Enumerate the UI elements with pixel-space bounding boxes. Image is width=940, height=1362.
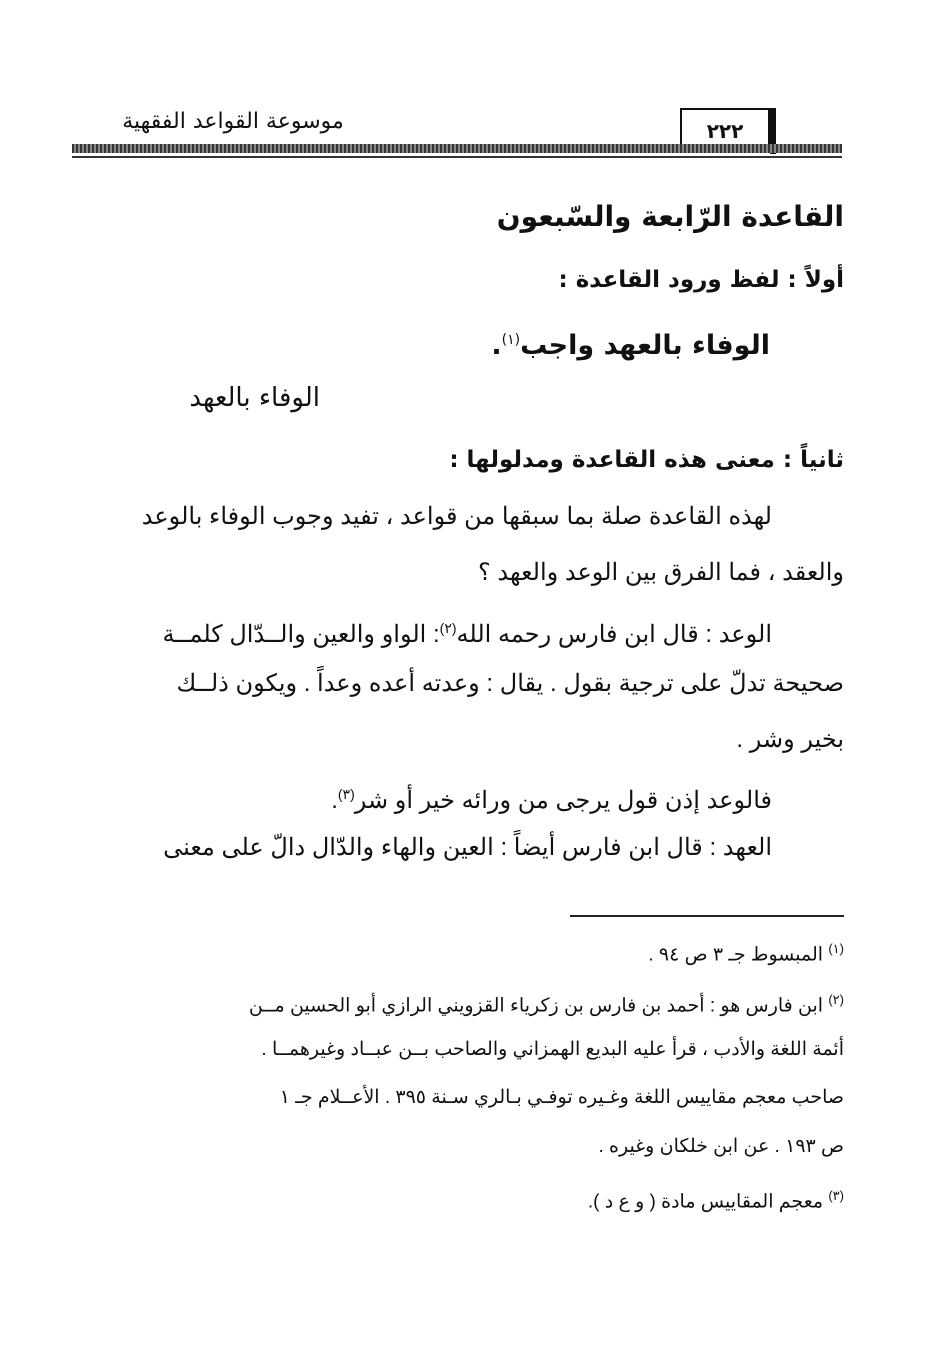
rule-statement-text: الوفاء بالعهد واجب	[520, 330, 770, 361]
footnote-3-mark: (٣)	[828, 1188, 844, 1203]
rule-statement-end: .	[491, 330, 502, 361]
body-p4-line1: العهد : قال ابن فارس أيضاً : العين والهاء والدّال دالّ على معنى	[163, 834, 772, 861]
rule-short-form: الوفاء بالعهد	[189, 383, 320, 413]
body-p2-line1-b: : الواو والعين والــدّال كلمــة	[162, 621, 440, 648]
rule-heading: القاعدة الرّابعة والسّبعون	[496, 200, 844, 233]
body-p1-line1: لهذه القاعدة صلة بما سبقها من قواعد ، تفيد وجوب الوفاء بالوعد	[141, 503, 772, 530]
body-p3	[331, 774, 772, 821]
footnote-1-mark: (١)	[828, 941, 844, 956]
footnote-2-line2: أئمة اللغة والأدب ، قرأ عليه البديع الهمزاني والصاحب بــن عبــاد وغيرهمــا .	[261, 1039, 844, 1060]
body-p2-line1-a: الوعد : قال ابن فارس رحمه الله	[456, 621, 772, 648]
body-p2-line1	[163, 608, 772, 655]
header-rule	[72, 144, 842, 153]
footnote-2-mark: (٢)	[828, 992, 844, 1007]
body-p3-b: .	[331, 787, 338, 814]
footnote-2-line1-text: ابن فارس هو : أحمد بن فارس بن زكرياء القزويني الرازي أبو الحسين مــن	[248, 995, 824, 1017]
body-p2-line3: بخير وشر .	[736, 726, 844, 753]
footnote-ref-1: (١)	[501, 332, 521, 348]
body-p2-line2: صحيحة تدلّ على ترجية بقول . يقال : وعدته أعده وعداً . ويكون ذلــك	[176, 670, 844, 697]
page-number: ٢٢٢	[680, 108, 770, 150]
footnote-ref-2: (٢)	[439, 620, 457, 636]
body-p3-a: فالوعد إذن قول يرجى من ورائه خير أو شر	[354, 787, 772, 814]
footnote-3-text: معجم المقاييس مادة ( و ع د ).	[587, 1191, 824, 1213]
running-header-title: موسوعة القواعد الفقهية	[122, 109, 344, 134]
footnote-2-line1	[249, 984, 844, 1022]
rule-statement	[491, 318, 770, 368]
footnote-2-line4: ص ١٩٣ . عن ابن خلكان وغيره .	[598, 1136, 844, 1157]
section1-label: أولاً : لفظ ورود القاعدة :	[558, 267, 844, 293]
body-p1-line2: والعقد ، فما الفرق بين الوعد والعهد ؟	[478, 559, 844, 586]
footnote-ref-3: (٣)	[337, 786, 355, 802]
footnote-1	[648, 933, 844, 971]
footnote-1-text: المبسوط جـ ٣ ص ٩٤ .	[648, 944, 824, 966]
header-rule-line	[72, 156, 842, 158]
section2-label: ثانياً : معنى هذه القاعدة ومدلولها :	[449, 447, 844, 473]
footnote-2-line3: صاحب معجم مقاييس اللغة وغـيره توفـي بـالري سـنة ٣٩٥ . الأعــلام جـ ١	[279, 1087, 844, 1108]
footnote-separator	[570, 915, 844, 917]
footnote-3	[588, 1180, 844, 1218]
